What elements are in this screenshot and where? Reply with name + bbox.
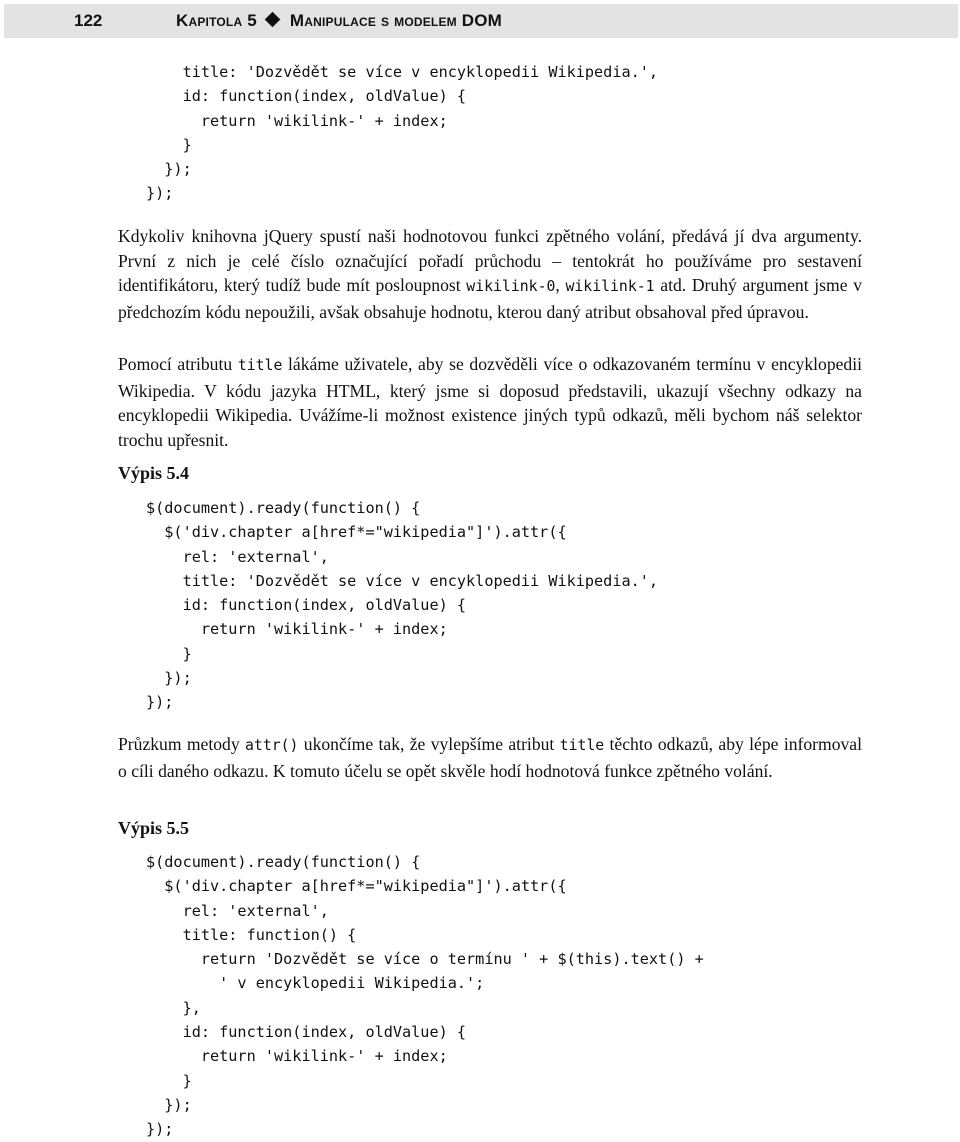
paragraph-attr-method: [118, 732, 862, 783]
code-line: });: [146, 669, 192, 688]
code-line: return 'wikilink-' + index;: [146, 1047, 448, 1066]
code-line: ' v encyklopedii Wikipedia.';: [146, 974, 485, 993]
code-line: title: function() {: [146, 925, 357, 944]
text: ,: [555, 275, 566, 295]
text: ukončíme tak, že vylepšíme atribut: [298, 734, 560, 754]
chapter-number: Kapitola 5: [176, 11, 257, 30]
code-line: });: [146, 184, 174, 203]
code-line: id: function(index, oldValue) {: [146, 87, 467, 106]
code-line: $('div.chapter a[href*="wikipedia"]').attr({: [146, 877, 567, 896]
chapter-heading: [176, 11, 502, 31]
inline-code: wikilink-1: [565, 278, 655, 295]
text: Druhý argument jsme v předchozím kódu nepoužili, avšak obsahuje hodnotu, kterou daný atribut obsahoval před úpravou.: [118, 275, 862, 322]
inline-code: wikilink-0: [466, 278, 556, 295]
paragraph-title-attribute: [118, 352, 862, 452]
inline-code: title: [559, 737, 605, 754]
code-line: rel: 'external',: [146, 901, 329, 920]
code-listing-5-4: [146, 496, 658, 715]
code-line: }: [146, 644, 192, 663]
code-line: });: [146, 160, 192, 179]
code-line: title: 'Dozvědět se více v encyklopedii Wikipedia.',: [146, 63, 659, 81]
inline-code: attr(): [245, 737, 299, 754]
listing-title: Výpis 5.4: [118, 463, 190, 483]
code-line: title: 'Dozvědět se více v encyklopedii Wikipedia.',: [146, 571, 659, 590]
code-line: return 'Dozvědět se více o termínu ' + $(this).text() +: [146, 950, 704, 969]
text: atd.: [654, 275, 692, 295]
code-line: $('div.chapter a[href*="wikipedia"]').attr({: [146, 523, 567, 542]
code-line: rel: 'external',: [146, 547, 329, 566]
code-line: });: [146, 1120, 174, 1139]
text: První z nich je celé číslo označující pořadí průchodu – tentokrát ho používáme pro sestavení identifikátoru, který tudíž bude mít posloupnost: [118, 250, 862, 295]
text: těchto odkazů, aby lépe informoval o cíli daného odkazu. K tomuto účelu se opět skvěle hodí hodnotová funkce zpětného volání.: [118, 734, 862, 781]
text: Pomocí atributu: [118, 354, 238, 374]
code-line: return 'wikilink-' + index;: [146, 111, 448, 130]
code-line: $(document).ready(function() {: [146, 499, 421, 517]
code-line: },: [146, 998, 201, 1017]
inline-code: title: [237, 357, 283, 374]
code-line: });: [146, 693, 174, 712]
chapter-title: Manipulace s modelem DOM: [289, 11, 503, 30]
code-line: });: [146, 1095, 192, 1114]
code-listing-5-5: [146, 850, 704, 1142]
paragraph-callback-arguments: [118, 224, 862, 324]
text: Kdykoliv knihovna jQuery spustí naši hodnotovou funkci zpětného volání, předává jí dva argumenty.: [118, 226, 862, 246]
code-line: }: [146, 1071, 192, 1090]
code-line: id: function(index, oldValue) {: [146, 1023, 467, 1042]
code-line: id: function(index, oldValue) {: [146, 596, 467, 615]
text: lákáme uživatele, aby se dozvěděli více o odkazovaném termínu v encyklopedii Wikipedia. V kódu jazyka HTML, který jsme si doposud představili, ukazují všechny odkazy na encyklopedii Wikipedia. Uvážíme-li možnost existence jiných typů odkazů, měli bychom náš selektor trochu upřesnit.: [118, 354, 862, 450]
listing-title: Výpis 5.5: [118, 818, 190, 838]
code-line: return 'wikilink-' + index;: [146, 620, 448, 639]
text: Průzkum metody: [118, 734, 245, 754]
code-line: }: [146, 135, 192, 154]
page-number: 122: [74, 11, 103, 30]
diamond-icon: [265, 12, 281, 28]
code-block-continued: [146, 60, 658, 206]
code-line: $(document).ready(function() {: [146, 853, 421, 871]
